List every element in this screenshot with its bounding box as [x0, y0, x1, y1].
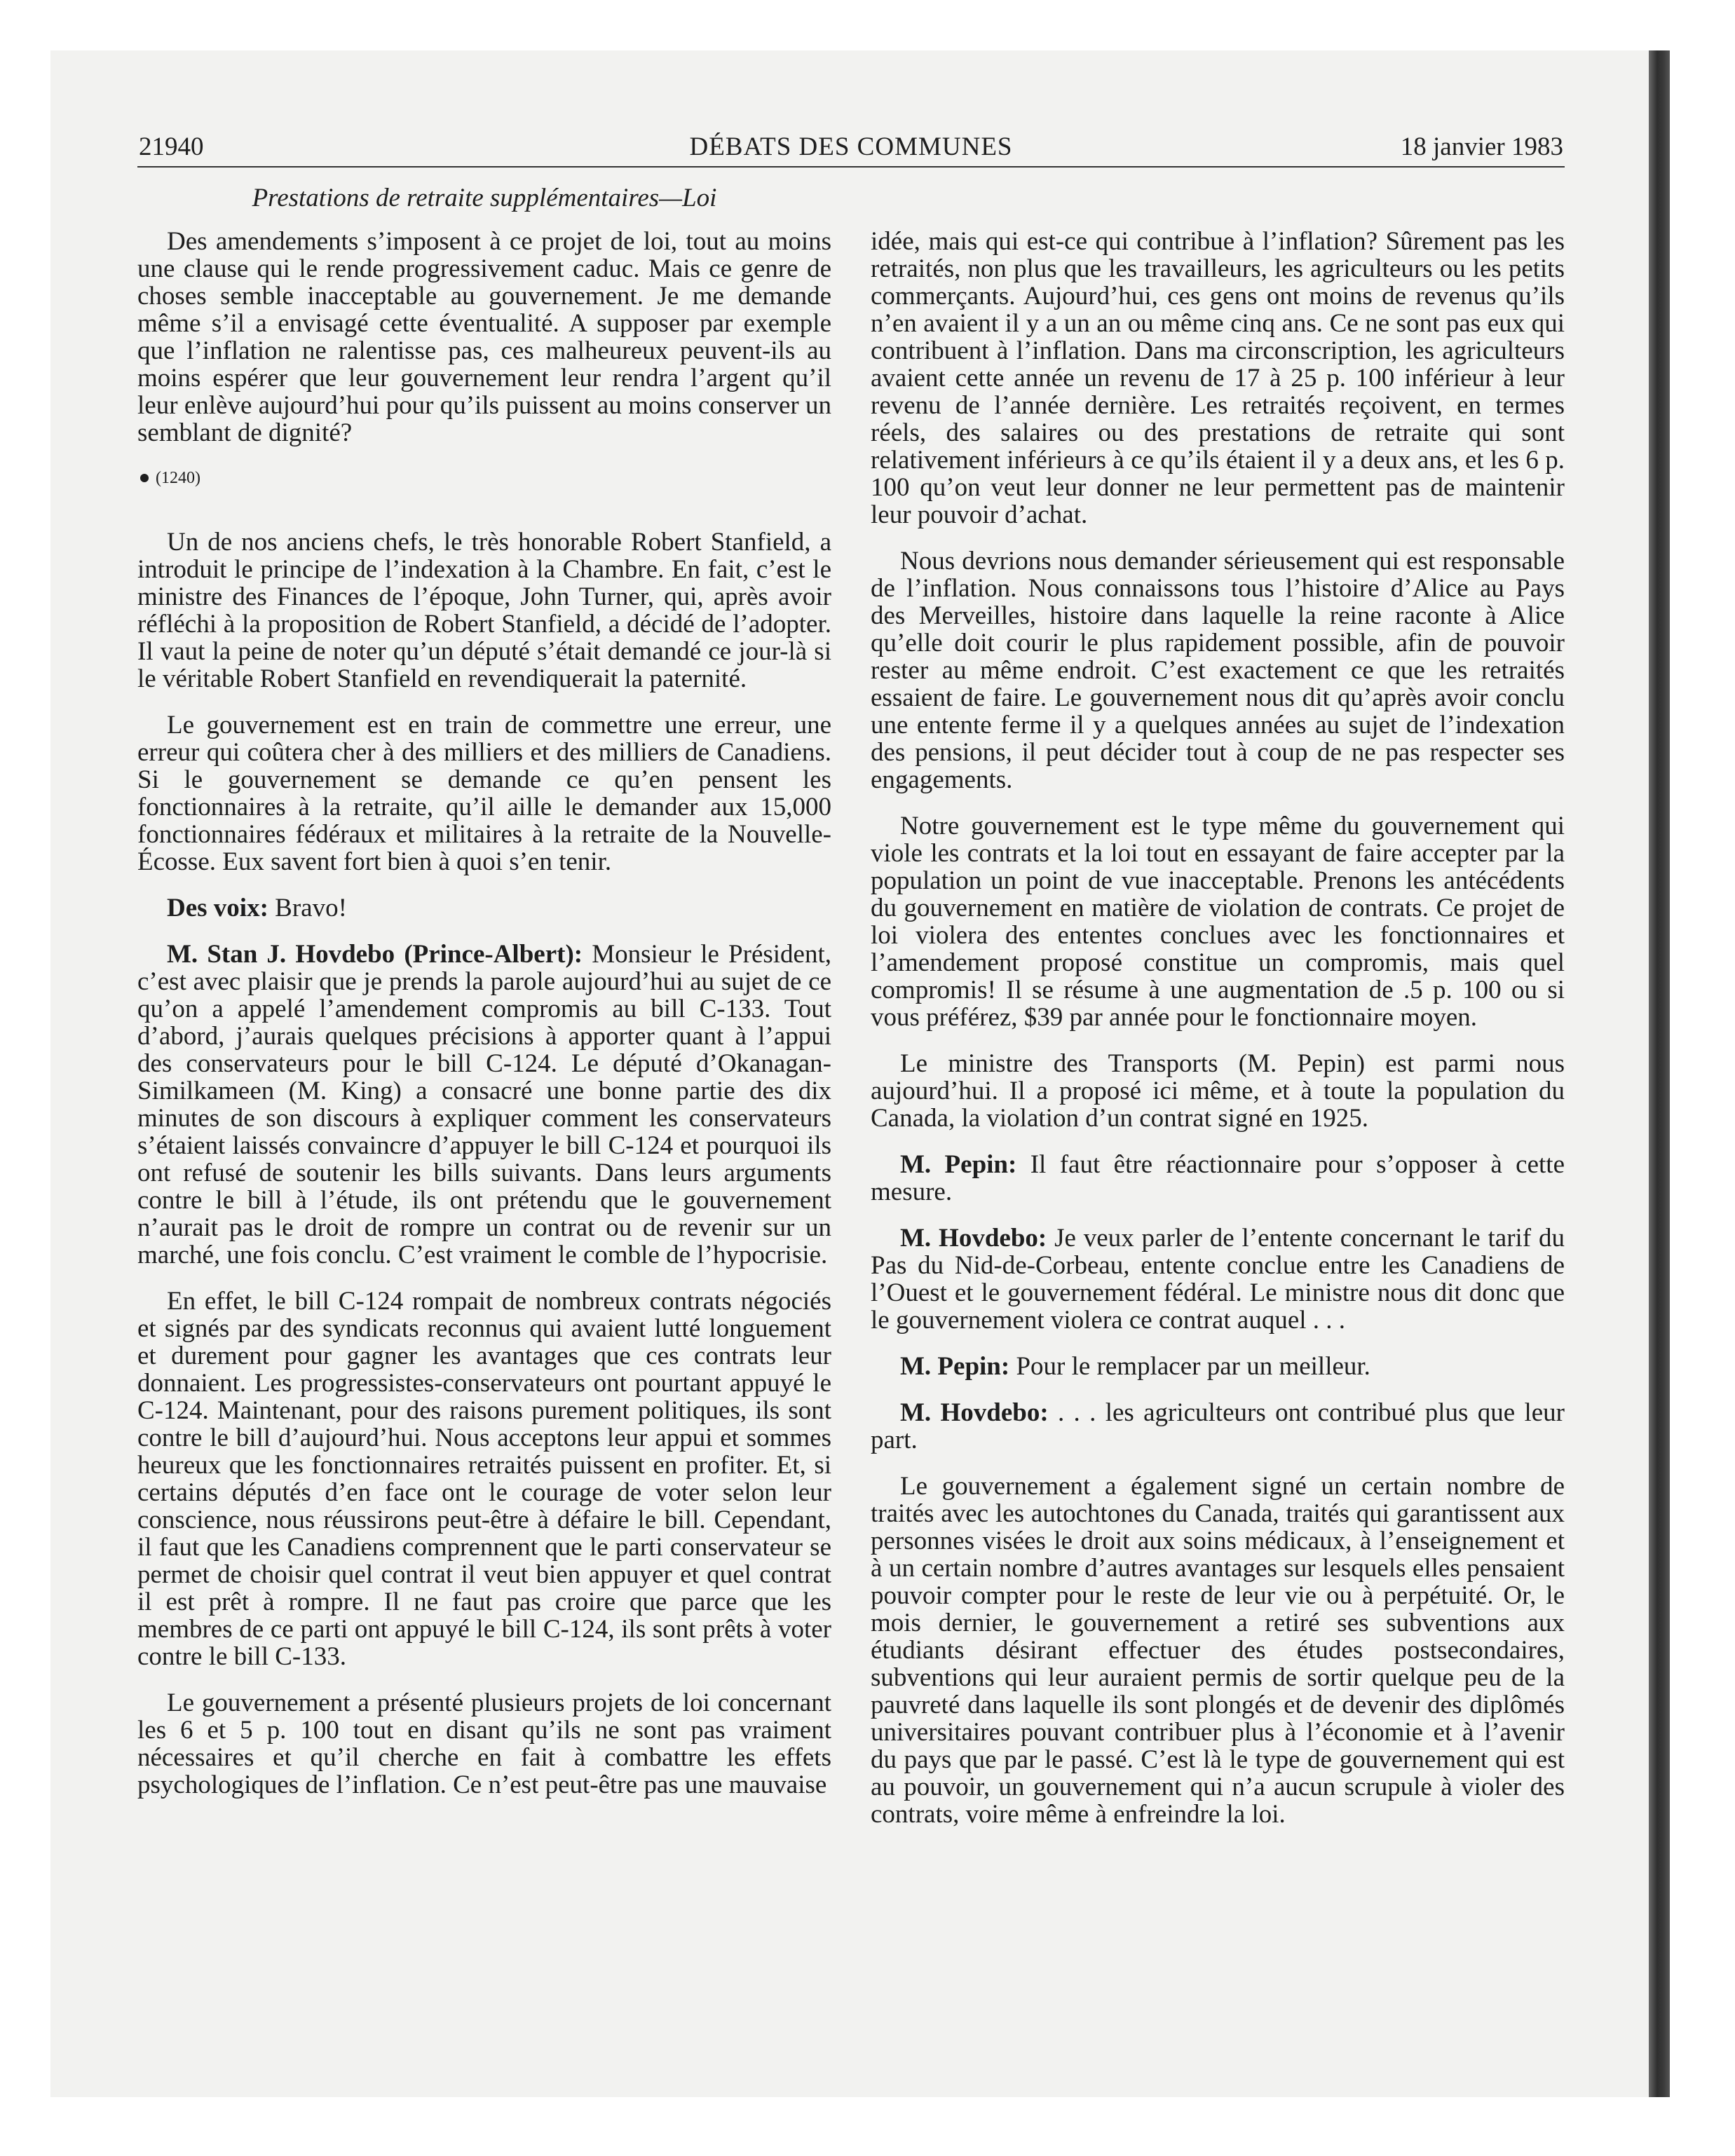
- speaker-name: Des voix:: [167, 894, 268, 922]
- speaker-name: M. Stan J. Hovdebo (Prince-Albert):: [167, 940, 583, 969]
- paragraph: Le gouvernement a également signé un certain nombre de traités avec les autochtones du Canada, traités qui garantissent aux personnes visées le droit aux soins médicaux, à l’enseignement et à un certain nombre d’autres avantages sur lesquels elles pensaient pouvoir compter pour le reste de leur vie ou à perpétuité. Or, le mois dernier, le gouvernement a retiré ses subventions aux étudiants désirant effectuer des études postsecondaires, subventions qui leur auraient permis de sortir quelque peu de la pauvreté dans laquelle ils sont plongés et de devenir des diplômés universitaires pouvant contribuer plus à l’économie et à l’avenir du pays que par le passé. C’est là le type de gouvernement qui est au pouvoir, un gouvernement qui n’a aucun scrupule à violer des contrats, voire même à enfreindre la loi.: [871, 1472, 1565, 1829]
- speech: [871, 1224, 1565, 1334]
- speech: [871, 1399, 1565, 1454]
- page-number: 21940: [139, 132, 204, 161]
- right-column: [871, 228, 1565, 1847]
- paragraph: Notre gouvernement est le type même du gouvernement qui viole les contrats et la loi tout en essayant de faire accepter par la population un point de vue inacceptable. Prenons les antécédents du gouvernement en matière de violation de contrats. Ce projet de loi violera des ententes conclues avec les fonctionnaires et l’amendement proposé constitue un compromis, mais quel compromis! Il se résume à une augmentation de .5 p. 100 ou si vous préférez, $39 par année pour le fonctionnaire moyen.: [871, 812, 1565, 1032]
- bullet-icon: [140, 474, 149, 482]
- paragraph: Le gouvernement a présenté plusieurs projets de loi concernant les 6 et 5 p. 100 tout en disant qu’ils ne sont pas vraiment nécessaires et qu’il cherche en fait à combattre les effets psychologiques de l’inflation. Ce n’est peut-être pas une mauvaise: [137, 1688, 831, 1799]
- section-subtitle: Prestations de retraite supplémentaires—Loi: [252, 184, 717, 212]
- speaker-name: M. Hovdebo:: [900, 1224, 1047, 1253]
- speech-text: . . . les agriculteurs ont contribué plus que leur part.: [871, 1398, 1565, 1454]
- speech-text: Je veux parler de l’entente concernant le tarif du Pas du Nid-de-Corbeau, entente conclue entre les Canadiens de l’Ouest et le gouvernement fédéral. Le ministre nous dit donc que le gouvernement violera ce contrat auquel . . .: [871, 1224, 1565, 1335]
- page-edge-shadow: [1649, 50, 1670, 2097]
- paragraph: En effet, le bill C-124 rompait de nombreux contrats négociés et signés par des syndicats reconnus qui avaient lutté longuement et durement pour gagner les avantages que ces contrats leur donnaient. Les progressistes-conservateurs ont pourtant appuyé le C-124. Maintenant, pour des raisons purement politiques, ils sont contre le bill d’aujourd’hui. Nous acceptons leur appui et sommes heureux que les fonctionnaires retraités puissent en profiter. Et, si certains députés d’en face ont le courage de voter selon leur conscience, nous réussirons peut-être à défaire le bill. Cependant, il faut que les Canadiens comprennent que le parti conservateur se permet de choisir quel contrat il veut bien appuyer et quel contrat il est prêt à rompre. Il ne faut pas croire que parce que les membres de ce parti ont appuyé le bill C-124, ils sont prêts à voter contre le bill C-133.: [137, 1287, 831, 1671]
- page-date: 18 janvier 1983: [1400, 132, 1563, 161]
- speech-text: Bravo!: [268, 894, 347, 922]
- publication-title: DÉBATS DES COMMUNES: [689, 132, 1013, 161]
- time-marker: [137, 465, 831, 491]
- speech-text: Il faut être réactionnaire pour s’opposer à cette mesure.: [871, 1150, 1565, 1206]
- page-header: [137, 130, 1565, 168]
- paragraph: Le ministre des Transports (M. Pepin) est parmi nous aujourd’hui. Il a proposé ici même, et à toute la population du Canada, la violation d’un contrat signé en 1925.: [871, 1049, 1565, 1133]
- speaker-name: M. Pepin:: [900, 1352, 1010, 1381]
- speaker-name: M. Pepin:: [900, 1150, 1017, 1179]
- paragraph: Des amendements s’imposent à ce projet de loi, tout au moins une clause qui le rende progressivement caduc. Mais ce genre de choses semble inacceptable au gouvernement. Je me demande même s’il a envisagé cette éventualité. A supposer par exemple que l’inflation ne ralentisse pas, ces malheureux peuvent-ils au moins espérer que leur gouvernement leur rendra l’argent qu’il leur enlève aujourd’hui pour qu’ils puissent au moins conserver un semblant de dignité?: [137, 227, 831, 447]
- speech-text: Monsieur le Président, c’est avec plaisir que je prends la parole aujourd’hui au sujet de ce qu’on a appelé l’amendement compromis au bill C-133. Tout d’abord, j’aurais quelques précisions à apporter quant à l’appui des conservateurs pour le bill C-124. Le député d’Okanagan-Similkameen (M. King) a consacré une bonne partie des dix minutes de son discours à expliquer comment les conservateurs s’étaient laissés convaincre d’appuyer le bill C-124 et pourquoi ils ont refusé de soutenir les bills suivants. Dans leurs arguments contre le bill à l’étude, ils ont prétendu que le gouvernement n’aurait pas le droit de rompre un contrat ou de revenir sur un marché, une fois conclu. C’est vraiment le comble de l’hypocrisie.: [137, 940, 831, 1269]
- paragraph: idée, mais qui est-ce qui contribue à l’inflation? Sûrement pas les retraités, non plus que les travailleurs, les agriculteurs ou les petits commerçants. Aujourd’hui, ces gens ont moins de revenus qu’ils n’en avaient il y a un an ou même cinq ans. Ce ne sont pas eux qui contribuent à l’inflation. Dans ma circonscription, les agriculteurs avaient cette année un revenu de 17 à 25 p. 100 inférieur à leur revenu de l’année dernière. Les retraités reçoivent, en termes réels, des salaires ou des prestations de retraite qui sont relativement inférieurs à ce qu’ils étaient il y a deux ans, et les 6 p. 100 qu’on veut leur donner ne leur permettent pas de maintenir leur pouvoir d’achat.: [871, 227, 1565, 529]
- paragraph: Le gouvernement est en train de commettre une erreur, une erreur qui coûtera cher à des milliers et des milliers de Canadiens. Si le gouvernement se demande ce qu’en pensent les fonctionnaires à la retraite, qu’il aille le demander aux 15,000 fonctionnaires fédéraux et militaires à la retraite de la Nouvelle-Écosse. Eux savent fort bien à quoi s’en tenir.: [137, 711, 831, 876]
- paragraph: Nous devrions nous demander sérieusement qui est responsable de l’inflation. Nous connaissons tous l’histoire d’Alice au Pays des Merveilles, histoire dans laquelle la reine raconte à Alice qu’elle doit courir le plus rapidement possible, afin de pouvoir rester au même endroit. C’est exactement ce que les retraités essaient de faire. Le gouvernement nous dit qu’après avoir conclu une entente ferme il y a quelques années au sujet de l’indexation des pensions, il peut décider tout à coup de ne pas respecter ses engagements.: [871, 547, 1565, 794]
- speaker-name: M. Hovdebo:: [900, 1398, 1049, 1427]
- left-column: [137, 228, 831, 1817]
- speech: [137, 941, 831, 1269]
- paragraph: Un de nos anciens chefs, le très honorable Robert Stanfield, a introduit le principe de l’indexation à la Chambre. En fait, c’est le ministre des Finances de l’époque, John Turner, qui, après avoir réfléchi à la proposition de Robert Stanfield, a décidé de l’adopter. Il vaut la peine de noter qu’un député s’était demandé ce jour-là si le véritable Robert Stanfield en revendiquerait la paternité.: [137, 528, 831, 693]
- speech-text: Pour le remplacer par un meilleur.: [1009, 1352, 1370, 1381]
- time-marker-label: (1240): [156, 469, 200, 487]
- speech: [871, 1353, 1565, 1380]
- speech: [137, 894, 831, 922]
- speech: [871, 1151, 1565, 1206]
